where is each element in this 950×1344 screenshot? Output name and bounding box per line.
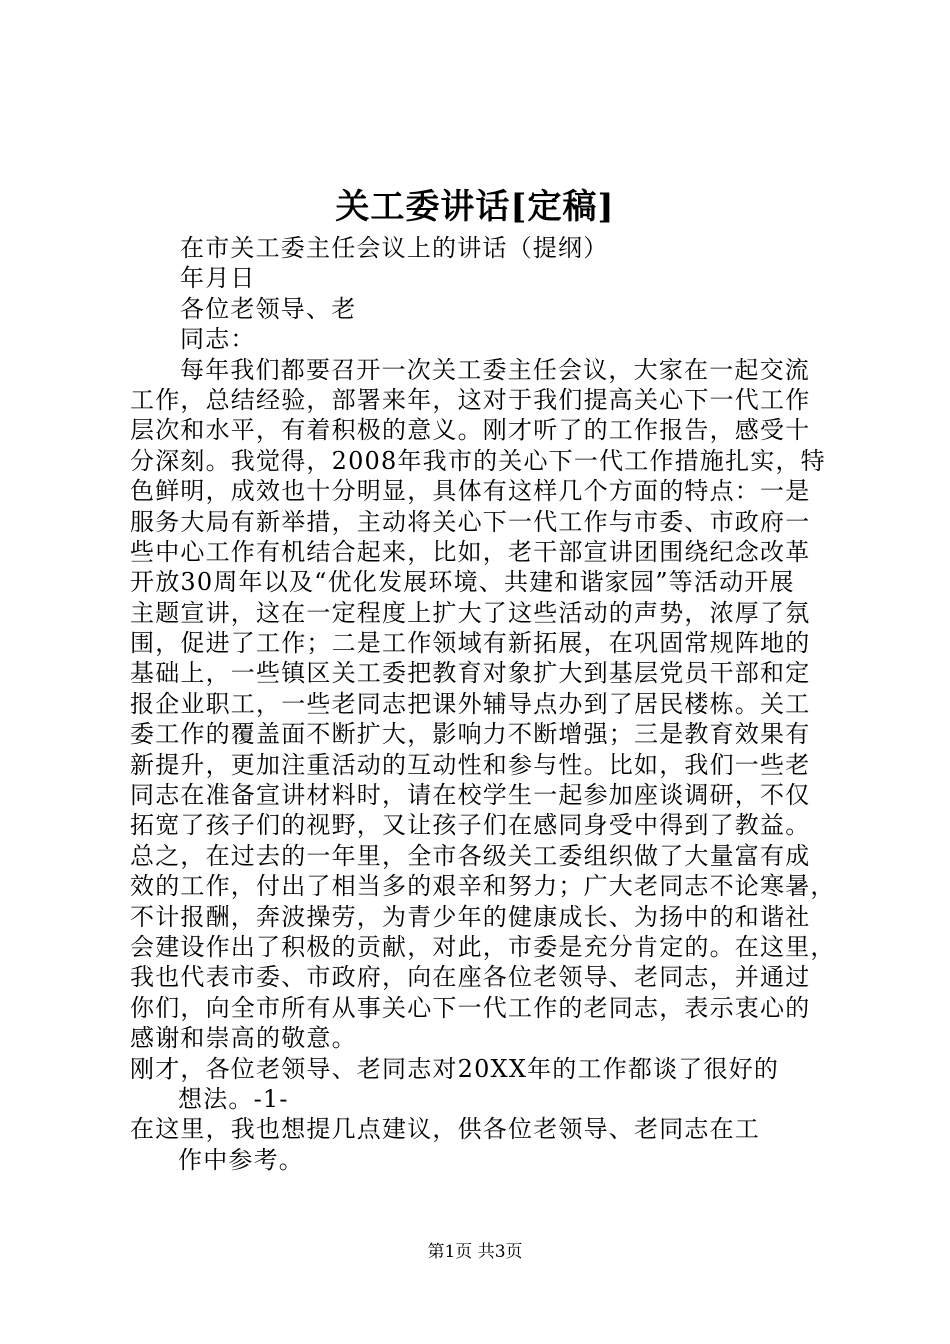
body-line: 同志在准备宣讲材料时，请在校学生一起参加座谈调研，不仅 [130,781,811,810]
body-line: 总之，在过去的一年里，全市各级关工委组织做了大量富有成 [130,841,811,870]
body-line: 基础上，一些镇区关工委把教育对象扩大到基层党员干部和定 [130,659,811,688]
body-line: 各位老领导、老 [180,294,357,323]
body-line: 在市关工委主任会议上的讲话（提纲） [180,234,609,262]
body-line [130,1175,830,1205]
body-line: 开放30周年以及“优化发展环境、共建和谐家园”等活动开展 [130,568,795,597]
body-line: 色鲜明，成效也十分明显，具体有这样几个方面的特点：一是 [130,477,811,506]
document-body [130,233,836,1206]
body-line: 分深刻。我觉得，2008年我市的关心下一代工作措施扎实，特 [130,446,826,475]
body-line: 年月日 [180,264,256,293]
body-line: 些中心工作有机结合起来，比如，老干部宣讲团围绕纪念改革 [130,537,811,566]
body-line: 想法。-1- [178,1084,289,1113]
body-line: 围，促进了工作；二是工作领域有新拓展，在巩固常规阵地的 [130,629,811,658]
body-line: 主题宣讲，这在一定程度上扩大了这些活动的声势，浓厚了氛 [130,598,811,627]
body-line: 工作，总结经验，部署来年，这对于我们提高关心下一代工作 [130,385,811,414]
body-line: 层次和水平，有着积极的意义。刚才听了的工作报告，感受十 [130,416,811,445]
body-line: 会建设作出了积极的贡献，对此，市委是充分肯定的。在这里， [130,932,836,961]
body-line: 每年我们都要召开一次关工委主任会议，大家在一起交流 [180,355,810,384]
page-footer: 第1页 共3页 [427,1242,523,1262]
body-line: 作中参考。 [178,1145,304,1174]
body-line: 报企业职工，一些老同志把课外辅导点办到了居民楼栋。关工 [130,689,811,718]
body-line: 委工作的覆盖面不断扩大，影响力不断增强；三是教育效果有 [130,720,811,749]
body-line: 你们，向全市所有从事关心下一代工作的老同志，表示衷心的 [130,993,811,1022]
body-line: 感谢和崇高的敬意。 [130,1024,357,1053]
body-line: 在这里，我也想提几点建议，供各位老领导、老同志在工 [130,1115,760,1144]
document-title: 关工委讲话[定稿] [335,187,615,227]
body-line: 不计报酬，奔波操劳，为青少年的健康成长、为扬中的和谐社 [130,902,811,931]
body-line: 服务大局有新举措，主动将关心下一代工作与市委、市政府一 [130,507,811,536]
body-line: 我也代表市委、市政府，向在座各位老领导、老同志，并通过 [130,963,811,992]
body-line: 效的工作，付出了相当多的艰辛和努力；广大老同志不论寒暑， [130,872,836,901]
body-line: 新提升，更加注重活动的互动性和参与性。比如，我们一些老 [130,750,811,779]
body-line: 拓宽了孩子们的视野，又让孩子们在感同身受中得到了教益。 [130,811,811,840]
body-line: 刚才，各位老领导、老同志对20XX年的工作都谈了很好的 [130,1054,780,1083]
body-line: 同志： [180,325,256,354]
